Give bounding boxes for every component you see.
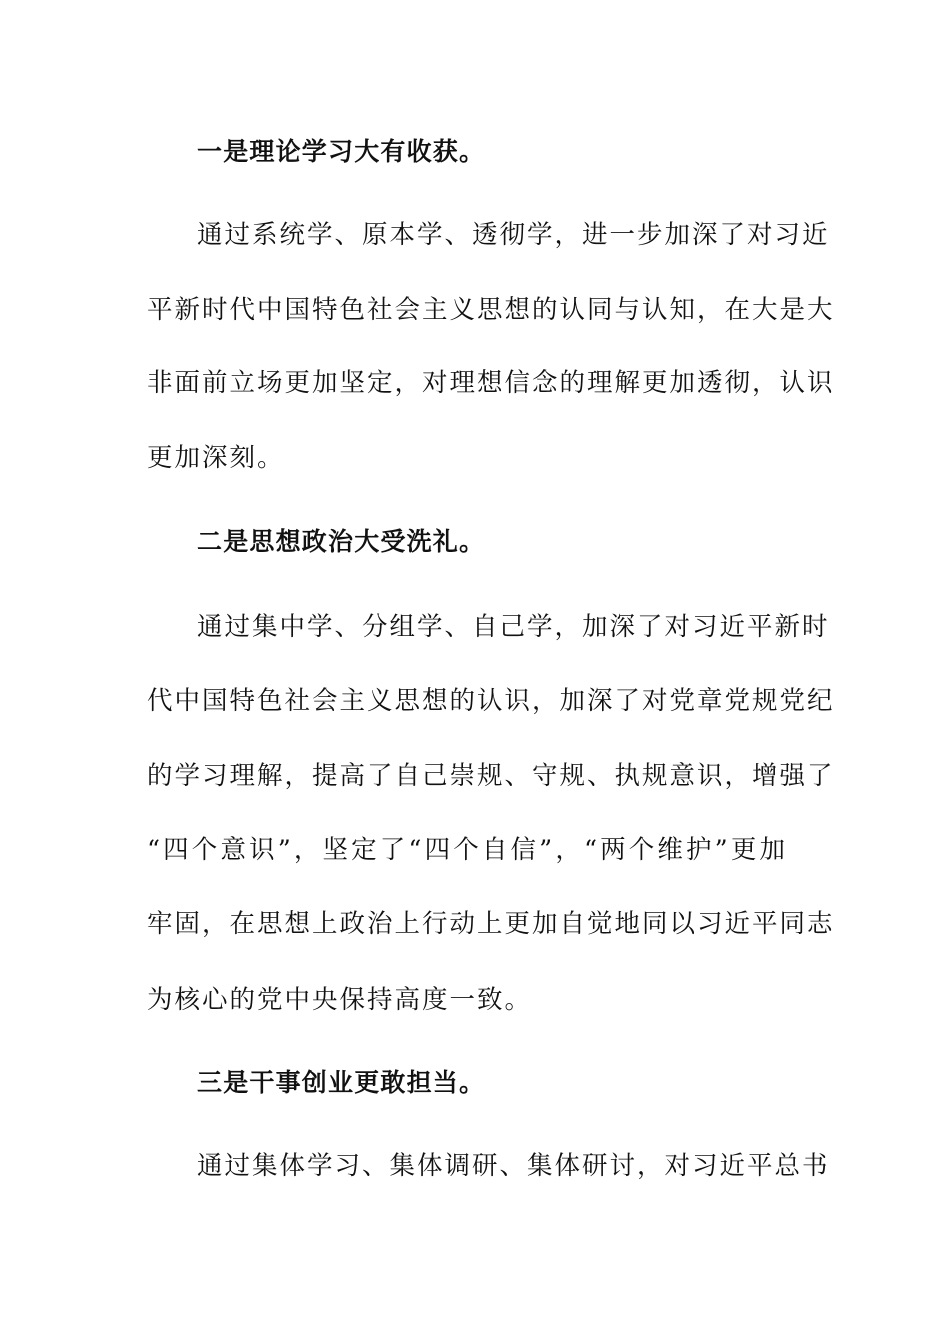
paragraph-line: 代中国特色社会主义思想的认识，加深了对党章党规党纪 <box>147 686 835 716</box>
section-heading-3: 三是干事创业更敢担当。 <box>197 1068 486 1097</box>
paragraph-line: 牢固，在思想上政治上行动上更加自觉地同以习近平同志 <box>147 909 835 939</box>
paragraph-line: 通过集体学习、集体调研、集体研讨，对习近平总书 <box>197 1151 830 1181</box>
section-heading-2: 二是思想政治大受洗礼。 <box>197 527 486 556</box>
paragraph-line: 更加深刻。 <box>147 443 285 473</box>
paragraph-line: “四个意识”，坚定了“四个自信”，“两个维护”更加 <box>147 835 787 865</box>
paragraph-line: 的学习理解，提高了自己崇规、守规、执规意识，增强了 <box>147 761 835 791</box>
paragraph-line: 为核心的党中央保持高度一致。 <box>147 985 533 1015</box>
paragraph-line: 平新时代中国特色社会主义思想的认同与认知，在大是大 <box>147 295 835 325</box>
paragraph-line: 非面前立场更加坚定，对理想信念的理解更加透彻，认识 <box>147 368 835 398</box>
paragraph-line: 通过集中学、分组学、自己学，加深了对习近平新时 <box>197 612 830 642</box>
section-heading-1: 一是理论学习大有收获。 <box>197 137 486 166</box>
paragraph-line: 通过系统学、原本学、透彻学，进一步加深了对习近 <box>197 220 830 250</box>
